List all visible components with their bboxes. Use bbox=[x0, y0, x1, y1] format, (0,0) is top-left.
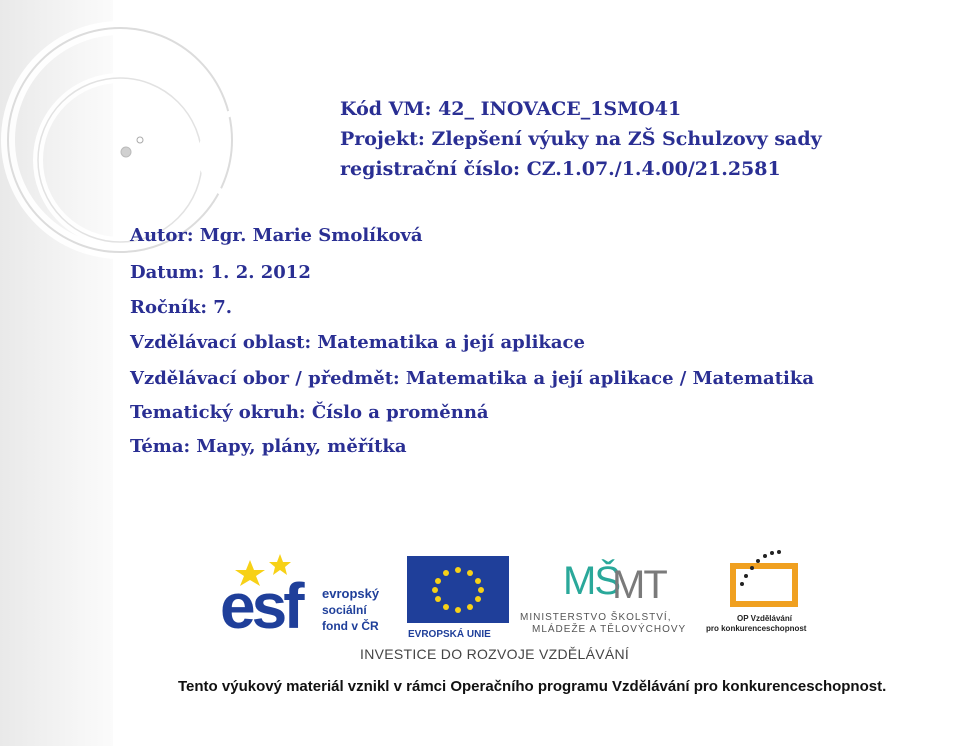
svg-text:MLÁDEŽE A TĚLOVÝCHOVY: MLÁDEŽE A TĚLOVÝCHOVY bbox=[532, 624, 687, 635]
footer-note: Tento výukový materiál vznikl v rámci Operačního programu Vzdělávání pro konkurenceschopnost. bbox=[178, 678, 887, 695]
svg-text:sociální: sociální bbox=[322, 603, 367, 617]
svg-text:OP Vzdělávání: OP Vzdělávání bbox=[737, 614, 792, 623]
grade: Ročník: 7. bbox=[130, 297, 233, 318]
vm-code: Kód VM: 42_ INOVACE_1SMO41 bbox=[340, 98, 682, 120]
subject: Vzdělávací obor / předmět: Matematika a její aplikace / Matematika bbox=[130, 368, 814, 389]
header-block bbox=[340, 94, 822, 184]
eu-flag-logo bbox=[407, 556, 509, 640]
esf-logo bbox=[220, 554, 380, 642]
educational-area: Vzdělávací oblast: Matematika a její aplikace bbox=[130, 332, 585, 353]
svg-text:fond v ČR: fond v ČR bbox=[322, 619, 379, 633]
svg-text:MINISTERSTVO ŠKOLSTVÍ,: MINISTERSTVO ŠKOLSTVÍ, bbox=[520, 612, 672, 623]
svg-text:evropský: evropský bbox=[322, 586, 380, 601]
author: Autor: Mgr. Marie Smolíková bbox=[130, 225, 423, 246]
svg-text:MŠ: MŠ bbox=[563, 559, 619, 603]
registration-number: registrační číslo: CZ.1.07./1.4.00/21.2581 bbox=[340, 158, 781, 180]
svg-text:EVROPSKÁ UNIE: EVROPSKÁ UNIE bbox=[408, 629, 491, 640]
logos-strip bbox=[220, 548, 960, 668]
theme: Téma: Mapy, plány, měřítka bbox=[130, 436, 407, 457]
svg-text:pro konkurenceschopnost: pro konkurenceschopnost bbox=[706, 624, 807, 633]
svg-text:MT: MT bbox=[612, 563, 666, 607]
msmt-logo bbox=[520, 558, 686, 635]
op-logo bbox=[706, 550, 807, 633]
investice-slogan: INVESTICE DO ROZVOJE VZDĚLÁVÁNÍ bbox=[360, 646, 630, 662]
svg-text:esf: esf bbox=[220, 570, 301, 642]
date: Datum: 1. 2. 2012 bbox=[130, 262, 311, 283]
project-name: Projekt: Zlepšení výuky na ZŠ Schulzovy sady bbox=[340, 128, 822, 150]
thematic-area: Tematický okruh: Číslo a proměnná bbox=[130, 402, 489, 423]
